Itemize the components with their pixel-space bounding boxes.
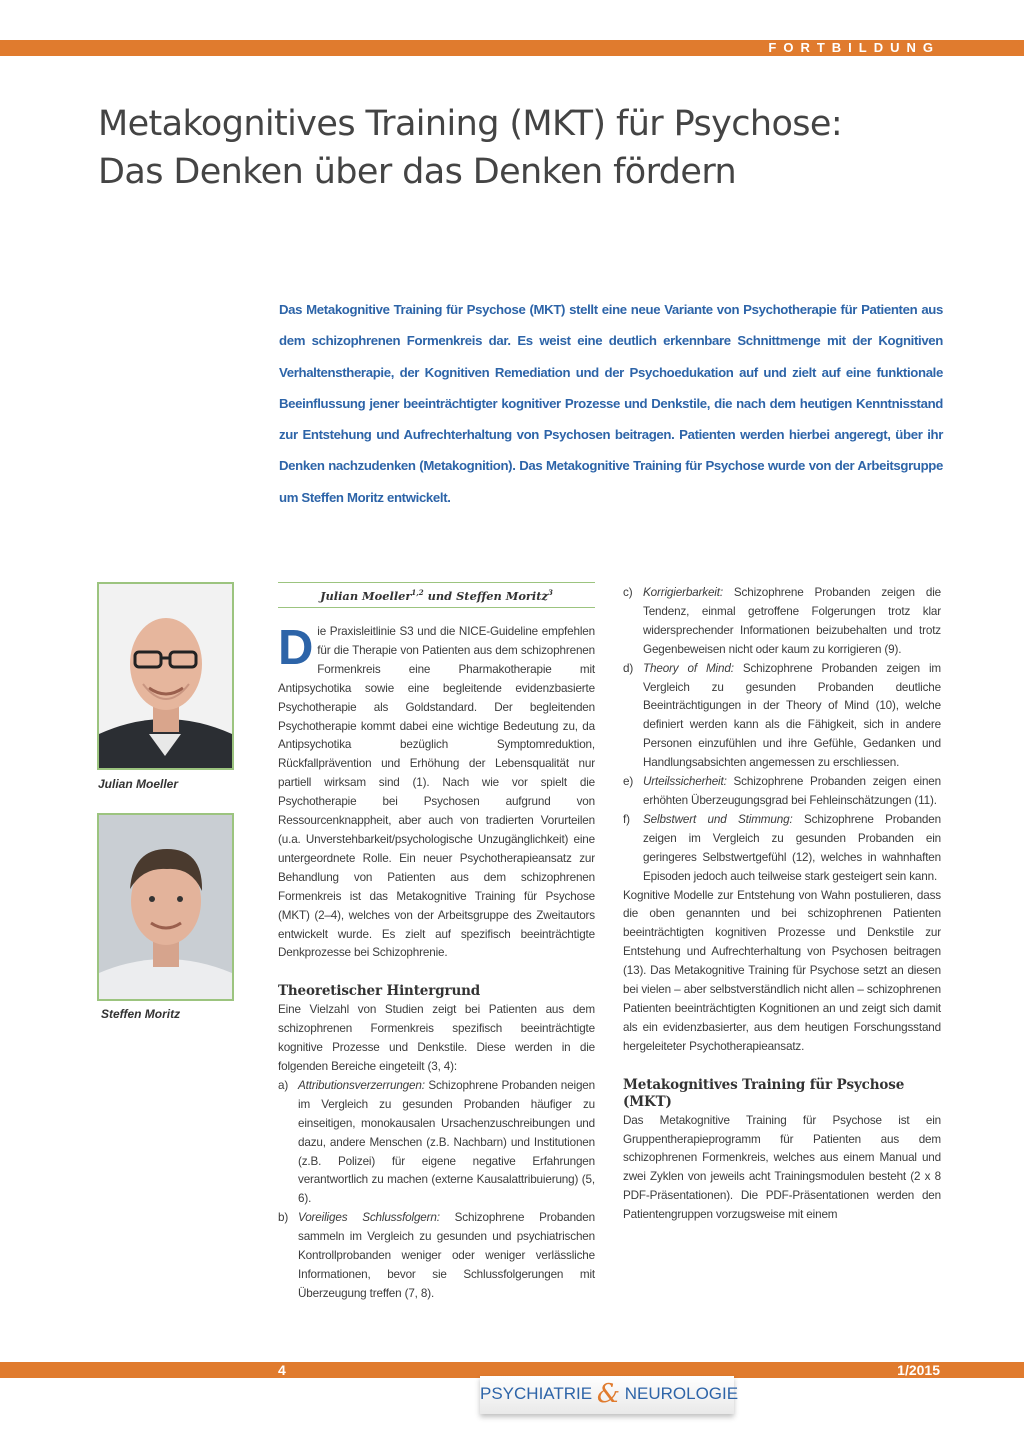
title-line-1: Metakognitives Training (MKT) für Psychose:	[98, 104, 843, 144]
journal-name-right: NEUROLOGIE	[624, 1384, 739, 1403]
author-name-2: Steffen Moritz	[456, 588, 548, 603]
cognitive-models-paragraph: Kognitive Modelle zur Entstehung von Wahn postulieren, dass die oben genannten und bei schizophrenen Patienten beeinträchtigten kognitiven Prozesse und Denkstile zur Entstehung und Aufrechterhaltung von Psychosen beitragen (13). Das Metakognitive Training für Psychose setzt an diesen bei vielen – aber selbstverständlich nicht allen – schizophrenen Patienten beeinträchtigten Kognitionen an und zeigt sich damit als ein evidenzbasierter, aus dem heutigen Forschungsstand hergeleiteter Psychotherapieansatz.	[623, 888, 941, 1053]
journal-logo	[480, 1376, 739, 1414]
title-line-2: Das Denken über das Denken fördern	[98, 152, 737, 192]
intro-text: ie Praxisleitlinie S3 und die NICE-Guideline empfehlen für die Therapie von Patienten aus dem schizophrenen Formenkreis eine Pharmakotherapie mit Antipsychotika sowie eine begleitende evidenzbasierte Psychotherapie als Goldstandard. Der begleitenden Psychotherapie kommt dabei eine wichtige Bedeutung zu, da Antipsychotika bezüglich Symptomreduktion, Rückfallprävention und Erhöhung der Lebensqualität nur partiell wirksam sind (1). Nach wie vor spielt die Psychotherapie bei Psychosen aufgrund von Ressourcenknappheit, aber auch von tradierten Vorurteilen (u.a. Unverstehbarkeit/psychologische Unzugänglichkeit) eine untergeordnete Rolle. Ein neuer Psychotherapieansatz zur Behandlung von Patienten aus dem schizophrenen Formenkreis ist das Metakognitive Training für Psychose (MKT) (2–4), welches von der Arbeitsgruppe des Zweitautors entwickelt wurde. Es zielt auf spezifisch beeinträchtigte Denkprozesse bei Schizophrenie.	[278, 625, 595, 960]
author-photo-julian-moeller	[97, 582, 234, 770]
list-term: Urteilssicherheit:	[643, 775, 727, 789]
author-name-1: Julian Moeller	[320, 588, 412, 603]
list-item-e	[623, 773, 941, 811]
text-column-1	[278, 623, 595, 1304]
list-text: Schizophrene Probanden zeigen die Tendenz, einmal getroffene Folgerungen trotz klar widersprechender Informationen beizubehalten und trotz Gegenbeweisen nicht oder kaum zu korrigieren (9).	[643, 586, 941, 656]
list-text: Schizophrene Probanden zeigen im Vergleich zu gesunden Probanden ein geringeres Selbstwertgefühl (12), welches in wahnhaften Episoden jedoch auch teilweise stark gesteigert sein kann.	[643, 812, 941, 883]
journal-ampersand: &	[596, 1379, 620, 1409]
author-rule-top	[278, 582, 595, 583]
list-item-d	[623, 660, 941, 773]
issue-number: 1/2015	[897, 1362, 940, 1378]
text-column-2	[623, 584, 941, 1225]
page-number: 4	[278, 1362, 286, 1378]
list-marker: f)	[623, 812, 630, 826]
list-item-c	[623, 584, 941, 660]
list-marker: c)	[623, 586, 633, 599]
list-term: Korrigierbarkeit:	[643, 586, 723, 599]
section-label: FORTBILDUNG	[768, 40, 940, 55]
list-term: Selbstwert und Stimmung:	[643, 812, 793, 826]
author-photo-steffen-moritz	[97, 813, 234, 1001]
list-marker: a)	[278, 1078, 289, 1092]
article-title	[98, 100, 958, 196]
list-item-b	[278, 1209, 595, 1304]
photo-caption: Steffen Moritz	[101, 1007, 181, 1021]
list-term: Attributionsverzerrungen:	[298, 1078, 425, 1092]
background-paragraph: Eine Vielzahl von Studien zeigt bei Patienten aus dem schizophrenen Formenkreis spezifisch beeinträchtigte kognitive Prozesse und Denkstile. Diese werden in die folgenden Bereiche eingeteilt (3, 4):	[278, 1003, 595, 1074]
author-joiner: und	[423, 588, 457, 603]
section-heading-mkt: Metakognitives Training für Psychose (MKT)	[623, 1076, 905, 1110]
list-marker: e)	[623, 775, 634, 789]
lead-paragraph: Das Metakognitive Training für Psychose (MKT) stellt eine neue Variante von Psychotherapie für Patienten aus dem schizophrenen Formenkreis dar. Es weist eine deutlich erkennbare Schnittmenge mit der Kognitiven Verhaltenstherapie, der Kognitiven Remediation und der Psychoedukation auf und zielt auf eine funktionale Beeinflussung jener beeinträchtigter kognitiver Prozesse und Denkstile, die nach dem heutigen Kenntnisstand zur Entstehung und Aufrechterhaltung von Psychosen beitragen. Patienten werden hierbei angeregt, über ihr Denken nachzudenken (Metakognition). Das Metakognitive Training für Psychose wurde von der Arbeitsgruppe um Steffen Moritz entwickelt.	[279, 302, 943, 505]
journal-name-left: PSYCHIATRIE	[480, 1384, 593, 1403]
author-affiliation-2: 3	[548, 588, 553, 597]
mkt-paragraph: Das Metakognitive Training für Psychose ist ein Gruppentherapieprogramm für Patienten aus dem schizophrenen Formenkreis, welches aus einem Manual und zwei Zyklen von jeweils acht Trainingsmodulen besteht (2 x 8 PDF-Präsentationen). Die PDF-Präsentationen werden den Patientengruppen vorzugsweise mit einem	[623, 1113, 941, 1222]
list-item-f	[623, 811, 941, 887]
section-heading-background: Theoretischer Hintergrund	[278, 983, 481, 1000]
author-rule-bottom	[278, 607, 595, 608]
list-text: Schizophrene Probanden zeigen einen erhöhten Überzeugungsgrad bei Fehleinschätzungen (11).	[643, 775, 941, 807]
intro-paragraph	[278, 623, 595, 963]
list-term: Voreiliges Schlussfolgern:	[298, 1211, 440, 1225]
author-affiliation-1: 1,2	[411, 588, 424, 597]
list-marker: d)	[623, 661, 634, 675]
list-text: Schizophrene Probanden neigen im Vergleich zu gesunden Probanden häufiger zu einseitigen, monokausalen Ursachenzuschreibungen und dazu, andere Menschen (z.B. Nachbarn) und Institutionen (z.B. Polizei) für eigene negative Erfahrungen verantwortlich zu machen (externe Kausalattribuierung) (5, 6).	[298, 1078, 595, 1206]
photo-caption: Julian Moeller	[98, 777, 179, 791]
author-byline	[278, 588, 595, 603]
list-text: Schizophrene Probanden zeigen im Vergleich zu gesunden Probanden deutliche Beeinträchtigungen in der Theory of Mind (10), welche definiert werden kann als die Fähigkeit, sich in andere Personen einzufühlen und ihre Gefühle, Gedanken und Handlungsabsichten angemessen zu erschliessen.	[643, 661, 941, 770]
drop-cap: D	[278, 621, 314, 675]
list-item-a	[278, 1077, 595, 1209]
list-text: Schizophrene Probanden sammeln im Vergleich zu gesunden und psychiatrischen Kontrollprobanden weniger oder weniger verlässliche Informationen, bevor sie Schlussfolgerungen mit Überzeugung treffen (7, 8).	[298, 1211, 595, 1300]
list-term: Theory of Mind:	[643, 661, 734, 675]
list-marker: b)	[278, 1211, 289, 1225]
